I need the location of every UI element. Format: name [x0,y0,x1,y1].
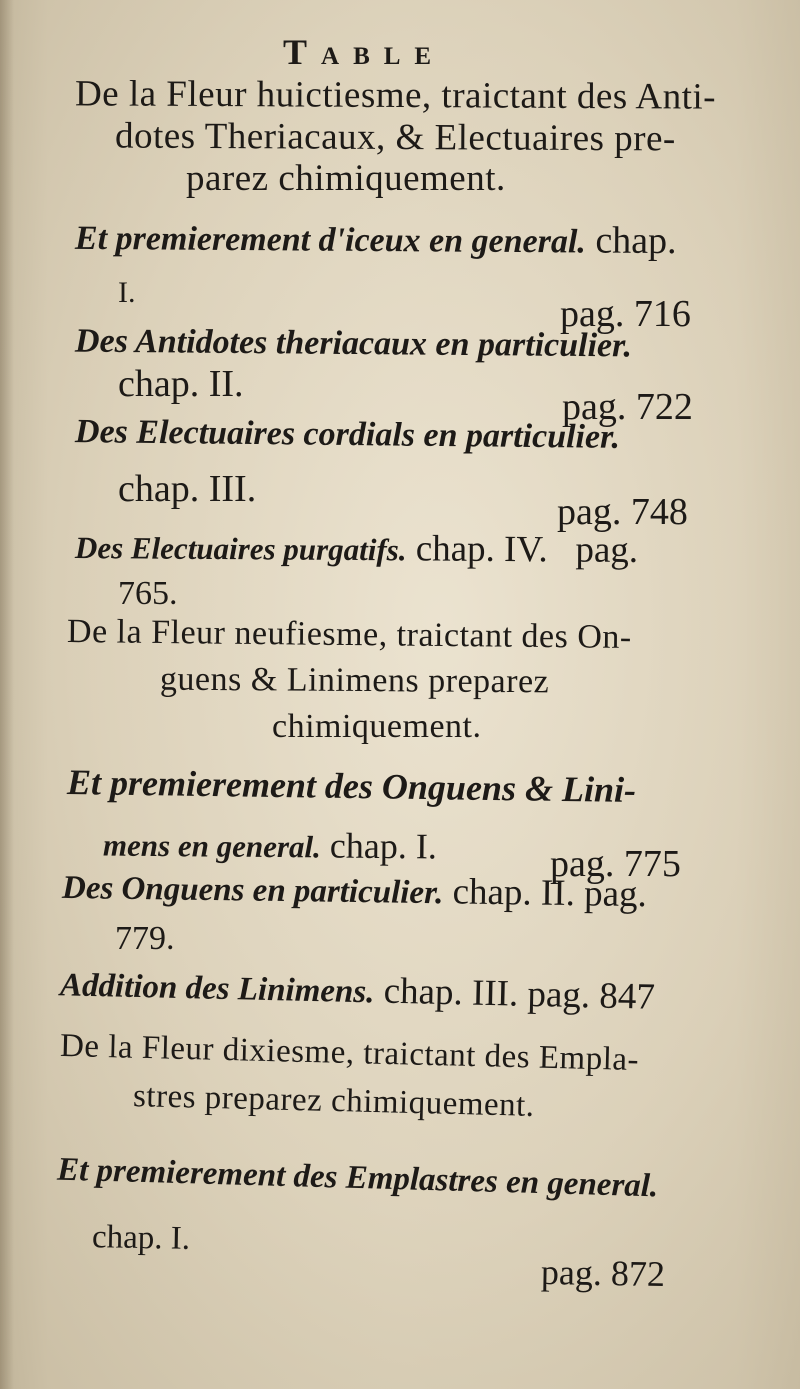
toc-entry-title-italic: Et premierement des Emplastres en general. [56,1151,659,1205]
toc-entry-page: pag. 775 [550,843,681,885]
section-heading-line: De la Fleur neufiesme, traictant des On- [66,613,632,656]
toc-entry-title [56,1151,659,1205]
toc-entry-page: pag. 872 [540,1251,666,1295]
toc-entry-title [75,415,620,455]
section-heading-line: De la Fleur huictiesme, traictant des Anti- [74,73,717,118]
section-heading-line: De la Fleur dixiesme, traictant des Empla- [59,1027,640,1079]
section-heading-line: stres preparez chimiquement. [132,1078,535,1124]
toc-entry-title-italic: Des Electuaires cordials en particulier. [74,413,621,456]
toc-entry-title [103,826,437,865]
toc-entry-chapter: chap. II. [118,363,244,405]
toc-entry-chapter: chap. I. [320,825,437,867]
toc-entry-title [75,528,638,569]
toc-entry-chapter: I. [118,276,136,309]
page-gutter-shadow [0,0,14,1389]
toc-entry-title-italic: Et premierement d'iceux en general. [74,219,587,261]
toc-entry-title [74,218,677,263]
toc-entry-title [59,965,656,1018]
toc-entry-chapter: chap. [585,219,677,263]
toc-entry-page: pag. 722 [562,386,693,428]
toc-entry-page: 779. [115,920,175,957]
toc-entry-page: pag. 716 [560,293,691,335]
running-title: Table [283,32,446,72]
toc-entry-page: pag. 748 [557,491,688,533]
toc-entry-chapter: chap. III. pag. 847 [373,970,656,1018]
toc-entry-title [61,868,648,916]
section-heading-line: parez chimiquement. [186,158,506,199]
toc-entry-title-italic: mens en general. [102,827,322,865]
toc-entry-chapter: chap. IV. pag. [406,528,639,571]
toc-entry-chapter: chap. III. [118,468,257,510]
section-heading-line: chimiquement. [272,708,482,745]
toc-entry-title-italic: Et premierement des Onguens & Lini- [66,762,637,810]
toc-entry-title-italic: Des Onguens en particulier. [61,869,444,912]
toc-entry-chapter: chap. I. [91,1219,191,1257]
section-heading-line: dotes Theriacaux, & Electuaires pre- [114,115,676,160]
toc-entry-title-italic: Addition des Linimens. [59,967,375,1011]
toc-entry-title-italic: Des Electuaires purgatifs. [74,530,407,568]
toc-entry-title [74,322,633,365]
section-heading-line: guens & Linimens preparez [159,660,550,701]
toc-entry-page: 765. [118,575,178,612]
toc-entry-title [67,764,636,808]
toc-entry-title-italic: Des Antidotes theriacaux en particulier. [74,322,633,365]
toc-entry-chapter: chap. II. pag. [443,871,648,916]
